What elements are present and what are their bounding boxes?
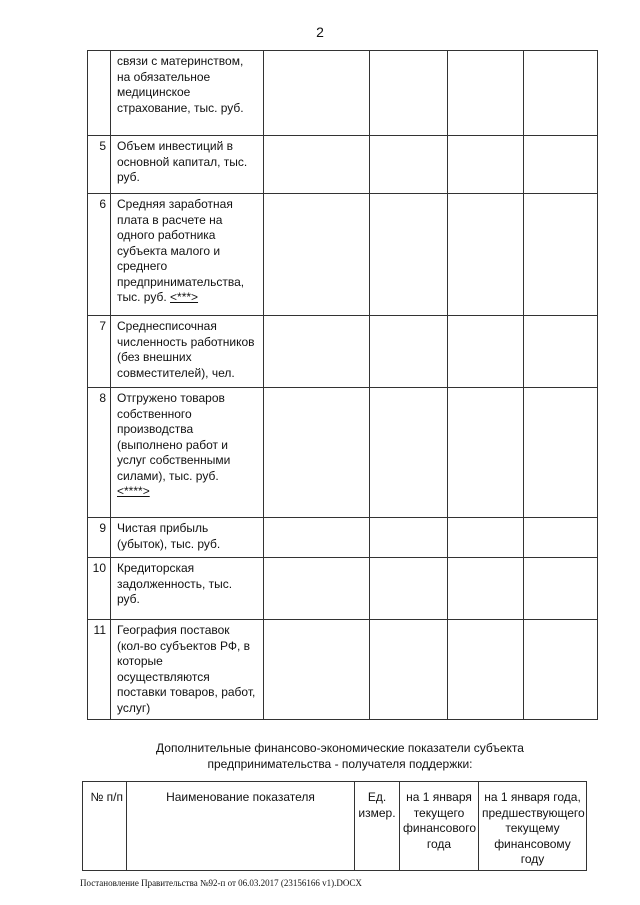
- empty-value-cell: [370, 558, 448, 620]
- header-current-year: на 1 января текущего финансового года: [400, 782, 479, 871]
- footnote-reference: <****>: [117, 484, 150, 498]
- table-row: [88, 518, 598, 558]
- empty-value-cell: [370, 194, 448, 316]
- indicator-name-text: Кредиторская задолженность, тыс. руб.: [117, 561, 233, 606]
- empty-value-cell: [524, 620, 598, 720]
- empty-value-cell: [524, 388, 598, 518]
- indicators-table: [87, 50, 598, 720]
- empty-value-cell: [448, 620, 524, 720]
- empty-value-cell: [524, 558, 598, 620]
- table-row: [88, 136, 598, 194]
- empty-value-cell: [448, 194, 524, 316]
- empty-value-cell: [370, 388, 448, 518]
- empty-value-cell: [264, 518, 370, 558]
- empty-value-cell: [524, 316, 598, 388]
- empty-value-cell: [448, 316, 524, 388]
- row-number: 11: [88, 620, 111, 720]
- empty-value-cell: [264, 136, 370, 194]
- indicator-name-text: Средняя заработная плата в расчете на одного работника субъекта малого и среднего предпринимательства, тыс. руб.: [117, 197, 245, 304]
- row-number: 7: [88, 316, 111, 388]
- indicator-name: [111, 518, 264, 558]
- empty-value-cell: [448, 518, 524, 558]
- indicator-name-text: Отгружено товаров собственного производства (выполнено работ и услуг собственными силами), тыс. руб.: [117, 391, 231, 483]
- footnote-reference: <***>: [170, 290, 199, 304]
- indicator-name: [111, 51, 264, 136]
- empty-value-cell: [264, 558, 370, 620]
- empty-value-cell: [370, 51, 448, 136]
- additional-indicators-title: Дополнительные финансово-экономические показатели субъекта предпринимательства - получателя поддержки:: [156, 741, 524, 771]
- header-row: [83, 782, 587, 871]
- empty-value-cell: [370, 620, 448, 720]
- empty-value-cell: [370, 316, 448, 388]
- empty-value-cell: [448, 558, 524, 620]
- empty-value-cell: [370, 518, 448, 558]
- indicator-name-text: Среднесписочная численность работников (без внешних совместителей), чел.: [117, 319, 255, 380]
- table-row: [88, 194, 598, 316]
- empty-value-cell: [524, 136, 598, 194]
- row-number: [88, 51, 111, 136]
- table-row: [88, 558, 598, 620]
- indicator-name: [111, 558, 264, 620]
- empty-value-cell: [264, 194, 370, 316]
- indicator-name-text: связи с материнством, на обязательное медицинское страхование, тыс. руб.: [117, 54, 244, 115]
- row-number: 8: [88, 388, 111, 518]
- table-row: [88, 388, 598, 518]
- indicator-name-text: Чистая прибыль (убыток), тыс. руб.: [117, 521, 221, 551]
- empty-value-cell: [264, 51, 370, 136]
- footer-document-id: Постановление Правительства №92-п от 06.03.2017 (23156166 v1).DOCX: [80, 878, 362, 888]
- table-row: [88, 51, 598, 136]
- indicator-name-text: Объем инвестиций в основной капитал, тыс. руб.: [117, 139, 248, 184]
- row-number: 6: [88, 194, 111, 316]
- additional-indicators-table: [82, 781, 587, 871]
- page-number: 2: [316, 24, 324, 40]
- indicator-name: [111, 388, 264, 518]
- empty-value-cell: [524, 518, 598, 558]
- empty-value-cell: [448, 136, 524, 194]
- table-row: [88, 316, 598, 388]
- empty-value-cell: [448, 51, 524, 136]
- indicator-name: [111, 194, 264, 316]
- empty-value-cell: [448, 388, 524, 518]
- table-row: [88, 620, 598, 720]
- indicator-name: [111, 136, 264, 194]
- header-unit: Ед. измер.: [355, 782, 400, 871]
- empty-value-cell: [524, 51, 598, 136]
- indicator-name: [111, 620, 264, 720]
- indicator-name-text: География поставок (кол-во субъектов РФ, в которые осуществляются поставки товаров, работ, услуг): [117, 623, 256, 715]
- row-number: 5: [88, 136, 111, 194]
- empty-value-cell: [524, 194, 598, 316]
- header-num: № п/п: [83, 782, 127, 871]
- row-number: 10: [88, 558, 111, 620]
- empty-value-cell: [370, 136, 448, 194]
- empty-value-cell: [264, 620, 370, 720]
- indicator-name: [111, 316, 264, 388]
- empty-value-cell: [264, 316, 370, 388]
- header-name: Наименование показателя: [127, 782, 355, 871]
- empty-value-cell: [264, 388, 370, 518]
- header-previous-year: на 1 января года, предшествующего текущему финансовому году: [479, 782, 587, 871]
- row-number: 9: [88, 518, 111, 558]
